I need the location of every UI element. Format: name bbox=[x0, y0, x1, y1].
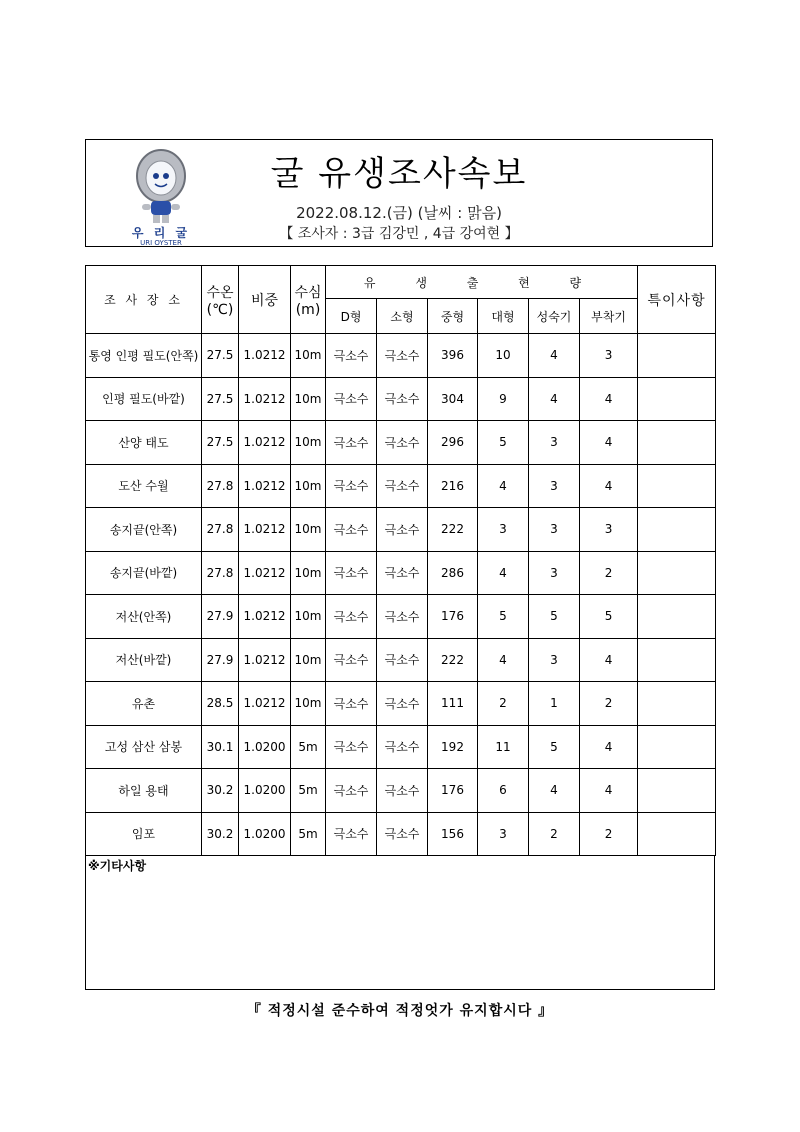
cell-s: 극소수 bbox=[377, 682, 428, 726]
page-title: 굴 유생조사속보 bbox=[270, 154, 528, 194]
cell-rem bbox=[638, 595, 716, 639]
cell-att: 3 bbox=[580, 334, 638, 378]
surveyor-info: 【 조사자 : 3급 김강민 , 4급 강여현 】 bbox=[279, 226, 519, 242]
cell-d: 극소수 bbox=[326, 812, 377, 856]
cell-rem bbox=[638, 638, 716, 682]
cell-loc: 산양 태도 bbox=[86, 421, 202, 465]
cell-m: 176 bbox=[428, 595, 478, 639]
cell-grav: 1.0212 bbox=[239, 464, 291, 508]
cell-l: 5 bbox=[478, 421, 529, 465]
cell-s: 극소수 bbox=[377, 725, 428, 769]
table-row bbox=[86, 595, 716, 639]
cell-grav: 1.0212 bbox=[239, 334, 291, 378]
cell-loc: 하일 용태 bbox=[86, 769, 202, 813]
cell-s: 극소수 bbox=[377, 377, 428, 421]
table-row bbox=[86, 769, 716, 813]
cell-temp: 27.5 bbox=[202, 421, 239, 465]
notes-label: ※기타사항 bbox=[88, 859, 147, 873]
cell-s: 극소수 bbox=[377, 421, 428, 465]
col-depth: 수심 (m) bbox=[291, 266, 326, 334]
table-row bbox=[86, 551, 716, 595]
col-location: 조 사 장 소 bbox=[86, 266, 202, 334]
cell-temp: 30.2 bbox=[202, 769, 239, 813]
cell-temp: 27.8 bbox=[202, 551, 239, 595]
cell-att: 4 bbox=[580, 464, 638, 508]
cell-l: 6 bbox=[478, 769, 529, 813]
cell-att: 2 bbox=[580, 682, 638, 726]
cell-loc: 저산(안쪽) bbox=[86, 595, 202, 639]
logo-text: 우 리 굴 bbox=[131, 226, 191, 240]
cell-grav: 1.0212 bbox=[239, 595, 291, 639]
cell-d: 극소수 bbox=[326, 377, 377, 421]
cell-l: 3 bbox=[478, 812, 529, 856]
report-header bbox=[85, 139, 713, 247]
cell-s: 극소수 bbox=[377, 508, 428, 552]
cell-depth: 10m bbox=[291, 682, 326, 726]
table-row bbox=[86, 682, 716, 726]
col-temp: 수온 (℃) bbox=[202, 266, 239, 334]
table-row bbox=[86, 725, 716, 769]
cell-depth: 10m bbox=[291, 421, 326, 465]
cell-l: 2 bbox=[478, 682, 529, 726]
cell-depth: 10m bbox=[291, 638, 326, 682]
cell-att: 4 bbox=[580, 769, 638, 813]
table-row bbox=[86, 334, 716, 378]
cell-depth: 10m bbox=[291, 377, 326, 421]
cell-mat: 3 bbox=[529, 638, 580, 682]
table-row bbox=[86, 421, 716, 465]
cell-loc: 송지끝(안쪽) bbox=[86, 508, 202, 552]
cell-d: 극소수 bbox=[326, 334, 377, 378]
col-remarks: 특이사항 bbox=[638, 266, 716, 334]
cell-loc: 인평 필도(바깥) bbox=[86, 377, 202, 421]
col-medium: 중형 bbox=[428, 299, 478, 334]
cell-m: 222 bbox=[428, 508, 478, 552]
notes-box bbox=[85, 855, 715, 990]
cell-grav: 1.0200 bbox=[239, 725, 291, 769]
cell-m: 111 bbox=[428, 682, 478, 726]
col-attach: 부착기 bbox=[580, 299, 638, 334]
cell-temp: 27.8 bbox=[202, 508, 239, 552]
cell-temp: 30.2 bbox=[202, 812, 239, 856]
cell-grav: 1.0200 bbox=[239, 812, 291, 856]
cell-grav: 1.0212 bbox=[239, 682, 291, 726]
table-row bbox=[86, 508, 716, 552]
cell-mat: 4 bbox=[529, 334, 580, 378]
cell-rem bbox=[638, 334, 716, 378]
cell-depth: 5m bbox=[291, 812, 326, 856]
cell-grav: 1.0212 bbox=[239, 421, 291, 465]
cell-d: 극소수 bbox=[326, 725, 377, 769]
cell-temp: 30.1 bbox=[202, 725, 239, 769]
logo-subtext: URI OYSTER bbox=[140, 239, 182, 247]
cell-d: 극소수 bbox=[326, 551, 377, 595]
cell-rem bbox=[638, 464, 716, 508]
cell-d: 극소수 bbox=[326, 595, 377, 639]
cell-att: 4 bbox=[580, 638, 638, 682]
cell-m: 216 bbox=[428, 464, 478, 508]
cell-loc: 유촌 bbox=[86, 682, 202, 726]
cell-rem bbox=[638, 769, 716, 813]
cell-loc: 고성 삼산 삼봉 bbox=[86, 725, 202, 769]
col-mature: 성숙기 bbox=[529, 299, 580, 334]
cell-d: 극소수 bbox=[326, 464, 377, 508]
cell-m: 176 bbox=[428, 769, 478, 813]
cell-rem bbox=[638, 812, 716, 856]
cell-grav: 1.0200 bbox=[239, 769, 291, 813]
cell-mat: 3 bbox=[529, 551, 580, 595]
cell-mat: 4 bbox=[529, 769, 580, 813]
cell-mat: 3 bbox=[529, 508, 580, 552]
cell-l: 10 bbox=[478, 334, 529, 378]
cell-rem bbox=[638, 551, 716, 595]
cell-m: 296 bbox=[428, 421, 478, 465]
cell-depth: 10m bbox=[291, 334, 326, 378]
cell-att: 2 bbox=[580, 812, 638, 856]
cell-m: 192 bbox=[428, 725, 478, 769]
cell-temp: 27.8 bbox=[202, 464, 239, 508]
cell-s: 극소수 bbox=[377, 334, 428, 378]
cell-depth: 10m bbox=[291, 508, 326, 552]
cell-d: 극소수 bbox=[326, 769, 377, 813]
cell-temp: 27.9 bbox=[202, 638, 239, 682]
cell-loc: 통영 인평 필도(안쪽) bbox=[86, 334, 202, 378]
cell-rem bbox=[638, 377, 716, 421]
cell-d: 극소수 bbox=[326, 508, 377, 552]
cell-s: 극소수 bbox=[377, 638, 428, 682]
cell-mat: 5 bbox=[529, 725, 580, 769]
cell-att: 4 bbox=[580, 725, 638, 769]
cell-l: 9 bbox=[478, 377, 529, 421]
cell-m: 304 bbox=[428, 377, 478, 421]
cell-mat: 5 bbox=[529, 595, 580, 639]
cell-depth: 10m bbox=[291, 595, 326, 639]
col-d-type: D형 bbox=[326, 299, 377, 334]
cell-m: 222 bbox=[428, 638, 478, 682]
survey-table bbox=[85, 265, 716, 856]
cell-s: 극소수 bbox=[377, 812, 428, 856]
col-gravity: 비중 bbox=[239, 266, 291, 334]
table-row bbox=[86, 464, 716, 508]
table-row bbox=[86, 377, 716, 421]
cell-att: 2 bbox=[580, 551, 638, 595]
cell-rem bbox=[638, 421, 716, 465]
table-row bbox=[86, 812, 716, 856]
cell-d: 극소수 bbox=[326, 638, 377, 682]
cell-mat: 3 bbox=[529, 421, 580, 465]
cell-grav: 1.0212 bbox=[239, 551, 291, 595]
cell-mat: 2 bbox=[529, 812, 580, 856]
cell-mat: 3 bbox=[529, 464, 580, 508]
cell-rem bbox=[638, 725, 716, 769]
cell-rem bbox=[638, 508, 716, 552]
cell-l: 4 bbox=[478, 551, 529, 595]
cell-temp: 28.5 bbox=[202, 682, 239, 726]
cell-l: 4 bbox=[478, 638, 529, 682]
cell-l: 11 bbox=[478, 725, 529, 769]
survey-date: 2022.08.12.(금) (날씨 : 맑음) bbox=[296, 204, 502, 222]
table-row bbox=[86, 638, 716, 682]
cell-depth: 10m bbox=[291, 464, 326, 508]
cell-m: 156 bbox=[428, 812, 478, 856]
col-large: 대형 bbox=[478, 299, 529, 334]
survey-table-body bbox=[86, 334, 716, 856]
cell-temp: 27.5 bbox=[202, 334, 239, 378]
cell-mat: 4 bbox=[529, 377, 580, 421]
cell-s: 극소수 bbox=[377, 551, 428, 595]
cell-loc: 도산 수월 bbox=[86, 464, 202, 508]
cell-att: 4 bbox=[580, 377, 638, 421]
cell-l: 5 bbox=[478, 595, 529, 639]
cell-att: 3 bbox=[580, 508, 638, 552]
cell-loc: 임포 bbox=[86, 812, 202, 856]
cell-att: 5 bbox=[580, 595, 638, 639]
cell-s: 극소수 bbox=[377, 769, 428, 813]
cell-depth: 10m bbox=[291, 551, 326, 595]
cell-d: 극소수 bbox=[326, 682, 377, 726]
cell-temp: 27.9 bbox=[202, 595, 239, 639]
cell-d: 극소수 bbox=[326, 421, 377, 465]
col-growth-header: 유 생 출 현 량 bbox=[326, 266, 638, 299]
cell-depth: 5m bbox=[291, 769, 326, 813]
col-small: 소형 bbox=[377, 299, 428, 334]
cell-grav: 1.0212 bbox=[239, 508, 291, 552]
cell-loc: 송지끝(바깥) bbox=[86, 551, 202, 595]
footer-slogan: 『 적정시설 준수하여 적정엇가 유지합시다 』 bbox=[246, 1003, 554, 1019]
cell-s: 극소수 bbox=[377, 595, 428, 639]
cell-loc: 저산(바깥) bbox=[86, 638, 202, 682]
cell-depth: 5m bbox=[291, 725, 326, 769]
cell-temp: 27.5 bbox=[202, 377, 239, 421]
cell-rem bbox=[638, 682, 716, 726]
cell-l: 4 bbox=[478, 464, 529, 508]
cell-mat: 1 bbox=[529, 682, 580, 726]
cell-grav: 1.0212 bbox=[239, 638, 291, 682]
cell-att: 4 bbox=[580, 421, 638, 465]
cell-l: 3 bbox=[478, 508, 529, 552]
cell-m: 396 bbox=[428, 334, 478, 378]
cell-m: 286 bbox=[428, 551, 478, 595]
cell-s: 극소수 bbox=[377, 464, 428, 508]
cell-grav: 1.0212 bbox=[239, 377, 291, 421]
